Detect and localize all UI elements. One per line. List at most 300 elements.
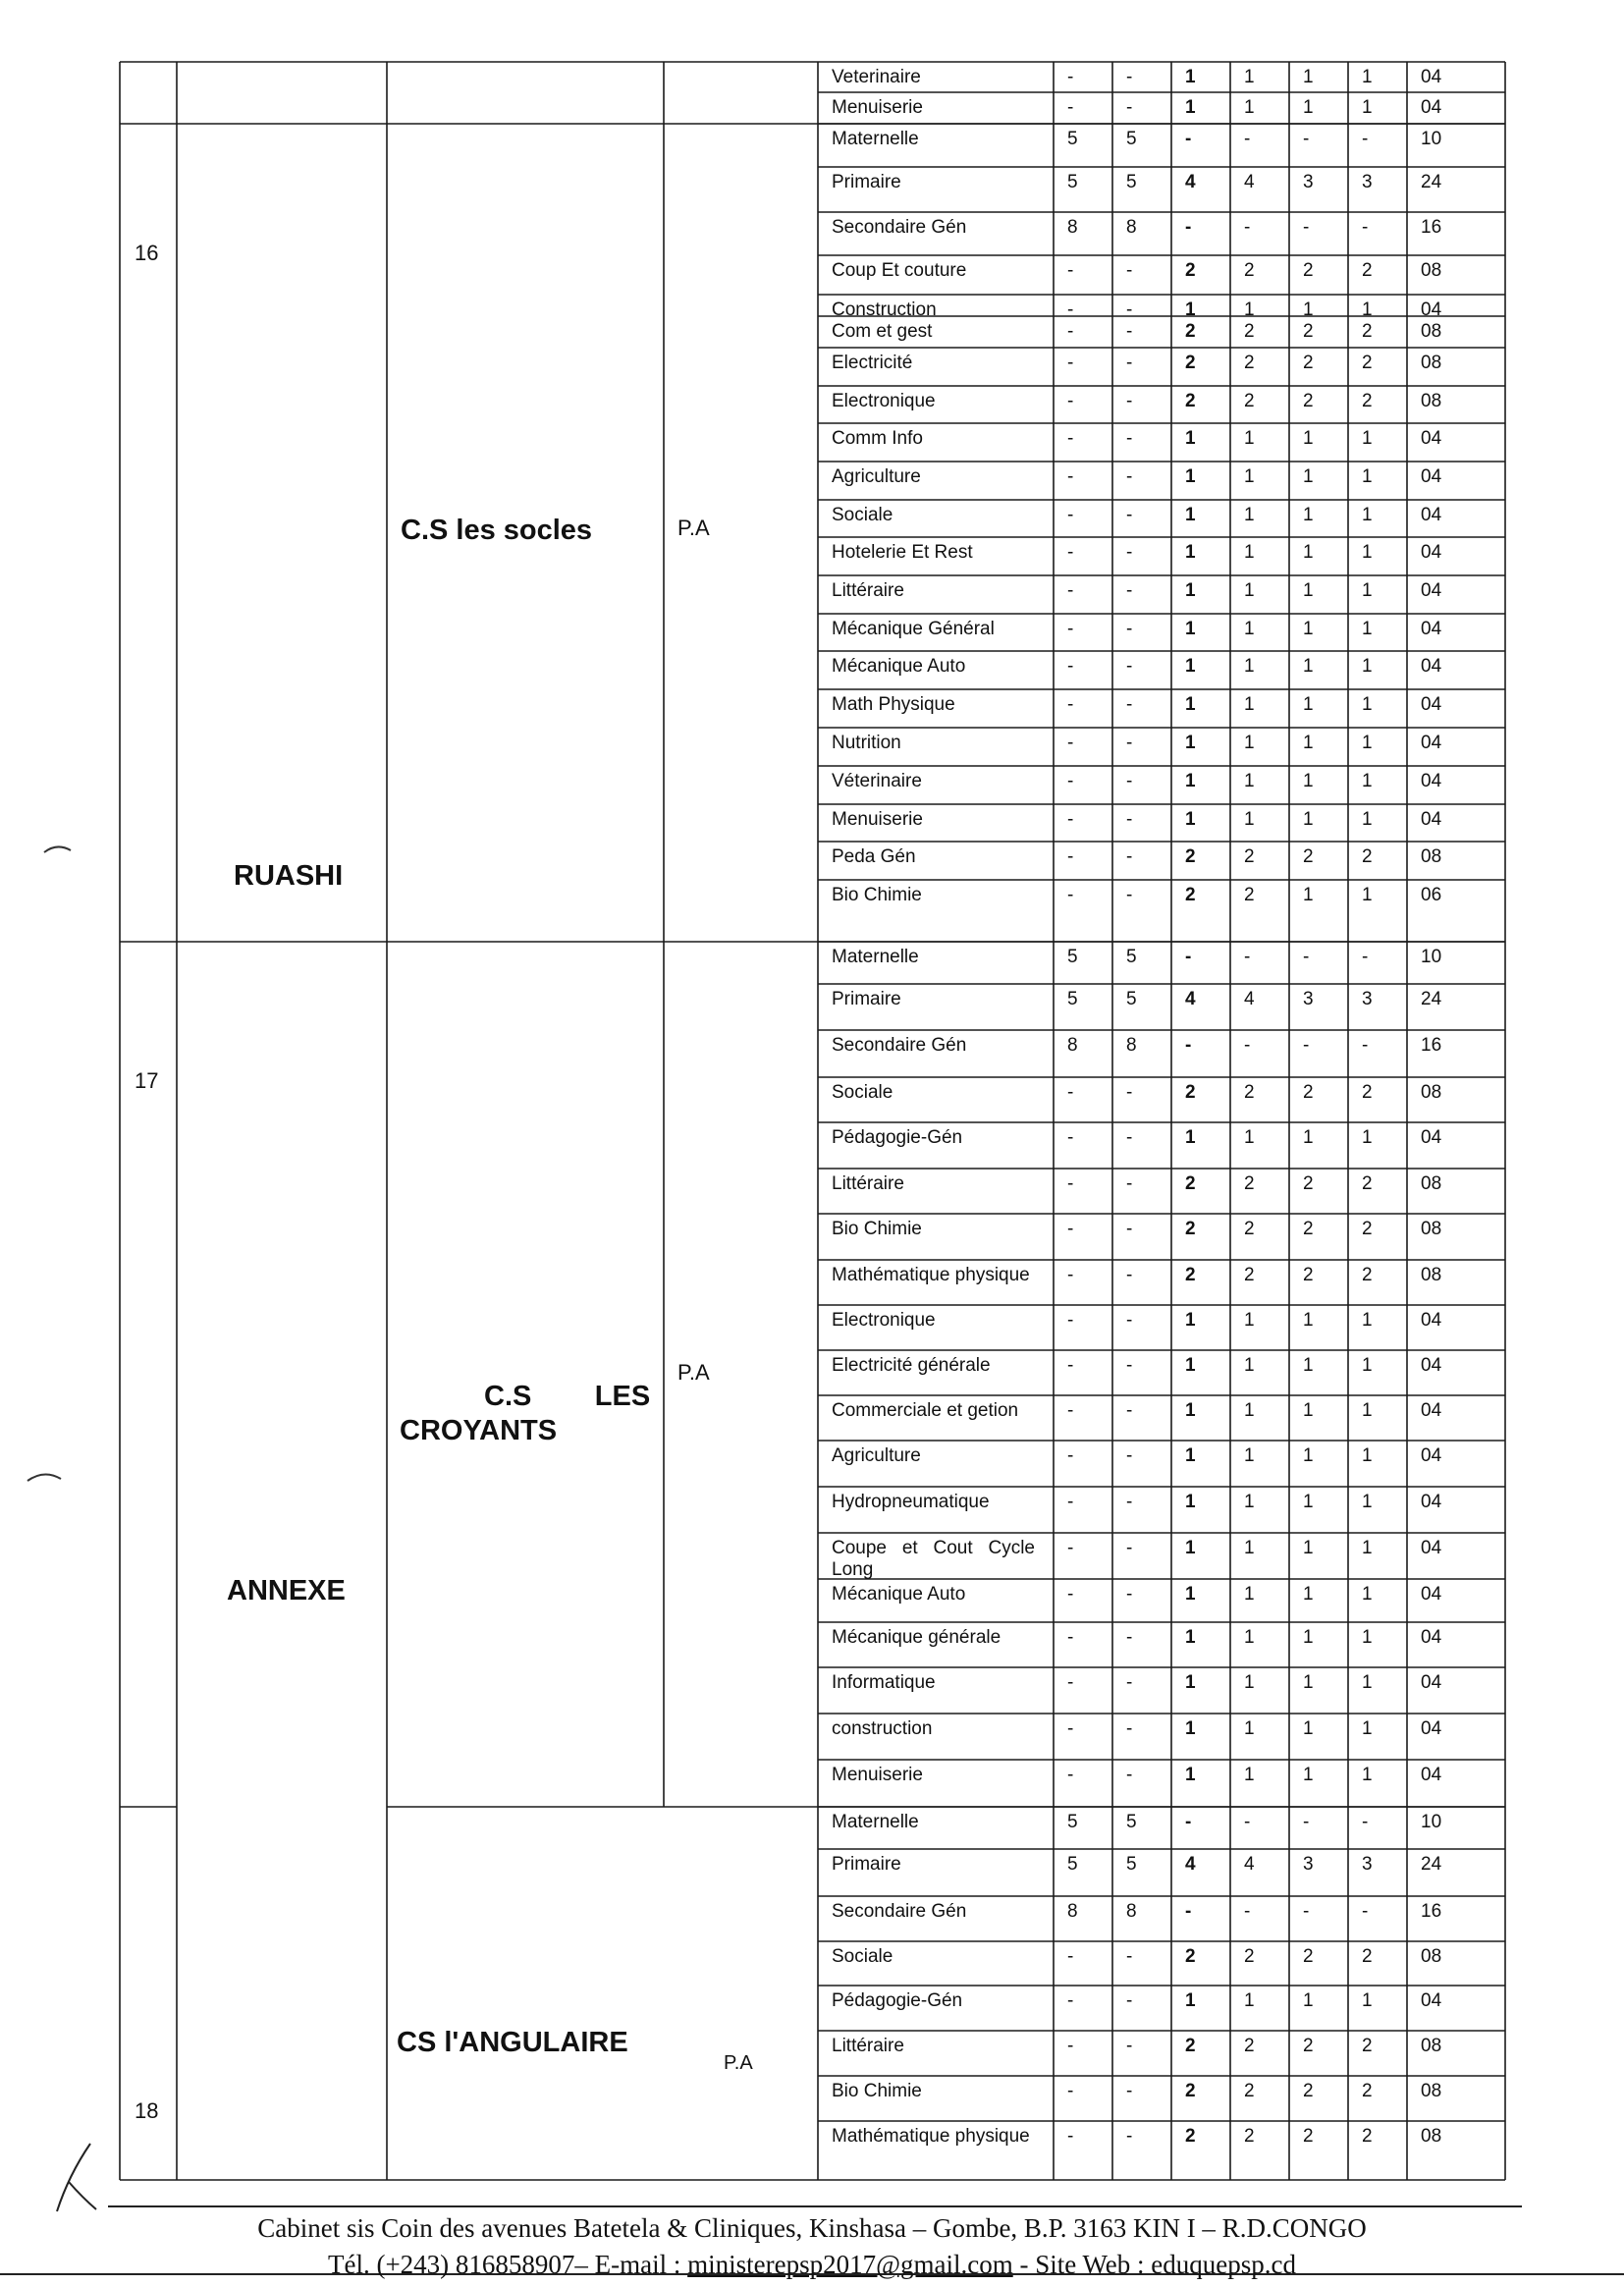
total-cell: 08 <box>1421 391 1442 411</box>
count-cell: - <box>1067 809 1074 830</box>
total-cell: 04 <box>1421 694 1442 715</box>
discipline-label: Bio Chimie <box>832 1219 922 1239</box>
count-cell: 5 <box>1126 1854 1137 1875</box>
count-cell: 5 <box>1126 989 1137 1009</box>
count-cell: - <box>1185 1035 1192 1056</box>
count-cell: 1 <box>1244 299 1255 320</box>
count-cell: 1 <box>1185 542 1196 563</box>
count-cell: 3 <box>1303 172 1314 192</box>
discipline-label: Menuiserie <box>832 809 923 830</box>
total-cell: 08 <box>1421 1946 1442 1967</box>
count-cell: - <box>1303 217 1310 238</box>
count-cell: - <box>1067 1355 1074 1376</box>
discipline-label: Menuiserie <box>832 97 923 118</box>
count-cell: 4 <box>1185 989 1196 1009</box>
count-cell: 1 <box>1362 428 1373 449</box>
count-cell: 1 <box>1362 67 1373 87</box>
count-cell: 4 <box>1244 989 1255 1009</box>
count-cell: - <box>1185 1812 1192 1832</box>
count-cell: 2 <box>1303 1265 1314 1285</box>
count-cell: - <box>1244 947 1251 967</box>
count-cell: 1 <box>1362 1310 1373 1331</box>
count-cell: 1 <box>1362 1627 1373 1648</box>
discipline-label: Sociale <box>832 1946 893 1967</box>
count-cell: - <box>1067 694 1074 715</box>
count-cell: 2 <box>1244 1946 1255 1967</box>
count-cell: 1 <box>1303 580 1314 601</box>
discipline-label: Hotelerie Et Rest <box>832 542 973 563</box>
count-cell: 1 <box>1362 580 1373 601</box>
count-cell: 2 <box>1362 391 1373 411</box>
count-cell: 1 <box>1244 97 1255 118</box>
count-cell: 2 <box>1185 2126 1196 2147</box>
count-cell: - <box>1126 1445 1133 1466</box>
count-cell: - <box>1067 1310 1074 1331</box>
count-cell: - <box>1126 619 1133 639</box>
discipline-label: Electricité générale <box>832 1355 991 1376</box>
school-name-les-socles: C.S les socles <box>401 515 593 546</box>
count-cell: 1 <box>1244 694 1255 715</box>
discipline-label: Electricité <box>832 353 913 373</box>
count-cell: - <box>1126 542 1133 563</box>
count-cell: 2 <box>1362 321 1373 342</box>
count-cell: 2 <box>1244 391 1255 411</box>
count-cell: - <box>1303 1035 1310 1056</box>
count-cell: - <box>1067 1584 1074 1605</box>
count-cell: - <box>1067 2081 1074 2101</box>
discipline-label: Coupe et Cout Cycle Long <box>832 1538 1035 1580</box>
count-cell: 1 <box>1362 1584 1373 1605</box>
count-cell: 1 <box>1362 1765 1373 1785</box>
count-cell: - <box>1126 353 1133 373</box>
count-cell: - <box>1126 391 1133 411</box>
count-cell: - <box>1067 260 1074 281</box>
count-cell: - <box>1067 1672 1074 1693</box>
discipline-label: Informatique <box>832 1672 936 1693</box>
count-cell: - <box>1126 505 1133 525</box>
total-cell: 04 <box>1421 1400 1442 1421</box>
discipline-label: Coup Et couture <box>832 260 967 281</box>
count-cell: 1 <box>1362 1492 1373 1512</box>
count-cell: - <box>1244 1812 1251 1832</box>
total-cell: 04 <box>1421 67 1442 87</box>
count-cell: 1 <box>1303 1400 1314 1421</box>
total-cell: 04 <box>1421 1538 1442 1558</box>
total-cell: 08 <box>1421 1219 1442 1239</box>
count-cell: - <box>1126 2081 1133 2101</box>
count-cell: - <box>1067 656 1074 677</box>
footer-site-label: - Site Web : <box>1012 2250 1152 2279</box>
count-cell: 1 <box>1185 1627 1196 1648</box>
count-cell: - <box>1126 809 1133 830</box>
count-cell: - <box>1067 846 1074 867</box>
count-cell: 1 <box>1303 1310 1314 1331</box>
discipline-label: Véterinaire <box>832 771 922 791</box>
count-cell: 1 <box>1185 1127 1196 1148</box>
count-cell: 1 <box>1185 619 1196 639</box>
count-cell: - <box>1126 2036 1133 2056</box>
count-cell: - <box>1303 947 1310 967</box>
count-cell: 1 <box>1185 694 1196 715</box>
total-cell: 04 <box>1421 1127 1442 1148</box>
count-cell: - <box>1067 1127 1074 1148</box>
total-cell: 04 <box>1421 1310 1442 1331</box>
count-cell: 1 <box>1303 1445 1314 1466</box>
count-cell: 1 <box>1185 1355 1196 1376</box>
count-cell: 2 <box>1362 1219 1373 1239</box>
footer-contact <box>0 2249 1624 2280</box>
total-cell: 10 <box>1421 129 1442 149</box>
count-cell: - <box>1067 771 1074 791</box>
discipline-label: Littéraire <box>832 1173 904 1194</box>
count-cell: 1 <box>1244 619 1255 639</box>
count-cell: 2 <box>1244 321 1255 342</box>
count-cell: 2 <box>1185 353 1196 373</box>
count-cell: 1 <box>1303 1990 1314 2011</box>
total-cell: 04 <box>1421 466 1442 487</box>
count-cell: 1 <box>1244 505 1255 525</box>
count-cell: - <box>1126 1718 1133 1739</box>
count-cell: 5 <box>1067 172 1078 192</box>
count-cell: - <box>1362 1901 1369 1922</box>
footer-phone: Tél. (+243) 816858907– E-mail : <box>327 2250 688 2279</box>
count-cell: 5 <box>1067 1812 1078 1832</box>
count-cell: - <box>1362 217 1369 238</box>
count-cell: 1 <box>1362 97 1373 118</box>
total-cell: 24 <box>1421 989 1442 1009</box>
count-cell: - <box>1067 619 1074 639</box>
count-cell: - <box>1126 67 1133 87</box>
count-cell: - <box>1067 1445 1074 1466</box>
count-cell: - <box>1067 1990 1074 2011</box>
count-cell: 1 <box>1303 67 1314 87</box>
total-cell: 04 <box>1421 428 1442 449</box>
count-cell: - <box>1362 1035 1369 1056</box>
count-cell: 2 <box>1303 321 1314 342</box>
count-cell: - <box>1126 1400 1133 1421</box>
discipline-label: Primaire <box>832 989 901 1009</box>
total-cell: 04 <box>1421 1718 1442 1739</box>
count-cell: 1 <box>1244 1127 1255 1148</box>
discipline-label: Sociale <box>832 1082 893 1103</box>
count-cell: 2 <box>1244 2081 1255 2101</box>
total-cell: 08 <box>1421 2036 1442 2056</box>
count-cell: 1 <box>1185 299 1196 320</box>
count-cell: 2 <box>1303 846 1314 867</box>
count-cell: 3 <box>1303 1854 1314 1875</box>
count-cell: - <box>1067 1173 1074 1194</box>
count-cell: - <box>1067 67 1074 87</box>
total-cell: 04 <box>1421 505 1442 525</box>
count-cell: 1 <box>1244 733 1255 753</box>
count-cell: - <box>1067 299 1074 320</box>
count-cell: - <box>1067 321 1074 342</box>
count-cell: - <box>1126 1310 1133 1331</box>
count-cell: 5 <box>1067 947 1078 967</box>
count-cell: 2 <box>1244 1173 1255 1194</box>
school-name-angulaire: CS l'ANGULAIRE <box>397 2027 628 2058</box>
total-cell: 24 <box>1421 1854 1442 1875</box>
total-cell: 08 <box>1421 353 1442 373</box>
count-cell: 2 <box>1362 2036 1373 2056</box>
discipline-label: Commerciale et getion <box>832 1400 1019 1421</box>
count-cell: - <box>1067 1627 1074 1648</box>
count-cell: 1 <box>1185 1492 1196 1512</box>
count-cell: 2 <box>1244 1082 1255 1103</box>
count-cell: - <box>1067 733 1074 753</box>
count-cell: 2 <box>1244 2126 1255 2147</box>
count-cell: - <box>1067 466 1074 487</box>
count-cell: 1 <box>1362 505 1373 525</box>
count-cell: 1 <box>1303 656 1314 677</box>
count-cell: 2 <box>1185 1219 1196 1239</box>
count-cell: 4 <box>1244 1854 1255 1875</box>
count-cell: 1 <box>1303 1584 1314 1605</box>
count-cell: - <box>1126 1672 1133 1693</box>
count-cell: - <box>1067 1718 1074 1739</box>
total-cell: 04 <box>1421 733 1442 753</box>
total-cell: 04 <box>1421 299 1442 320</box>
count-cell: 1 <box>1362 466 1373 487</box>
count-cell: 2 <box>1185 321 1196 342</box>
count-cell: 1 <box>1362 542 1373 563</box>
discipline-label: Sociale <box>832 505 893 525</box>
count-cell: - <box>1185 947 1192 967</box>
row-number-16: 16 <box>135 241 159 265</box>
school-name-les-croyants-line2: CROYANTS <box>400 1415 558 1446</box>
discipline-label: Electronique <box>832 1310 936 1331</box>
count-cell: 2 <box>1362 846 1373 867</box>
total-cell: 04 <box>1421 580 1442 601</box>
count-cell: 2 <box>1303 1946 1314 1967</box>
count-cell: - <box>1067 2126 1074 2147</box>
discipline-label: Primaire <box>832 172 901 192</box>
total-cell: 04 <box>1421 809 1442 830</box>
count-cell: 1 <box>1244 1584 1255 1605</box>
count-cell: - <box>1303 129 1310 149</box>
count-cell: - <box>1244 217 1251 238</box>
count-cell: 2 <box>1244 885 1255 905</box>
count-cell: - <box>1126 1538 1133 1558</box>
count-cell: - <box>1067 1492 1074 1512</box>
count-cell: 1 <box>1362 809 1373 830</box>
count-cell: - <box>1067 428 1074 449</box>
count-cell: - <box>1303 1812 1310 1832</box>
count-cell: - <box>1362 947 1369 967</box>
count-cell: 1 <box>1185 428 1196 449</box>
count-cell: 1 <box>1362 885 1373 905</box>
footer-site: eduquepsp.cd <box>1151 2250 1297 2279</box>
count-cell: 1 <box>1185 97 1196 118</box>
count-cell: - <box>1067 1265 1074 1285</box>
discipline-label: Construction <box>832 299 937 320</box>
discipline-label: Maternelle <box>832 129 919 149</box>
total-cell: 04 <box>1421 771 1442 791</box>
total-cell: 04 <box>1421 656 1442 677</box>
count-cell: 3 <box>1362 172 1373 192</box>
count-cell: 5 <box>1067 989 1078 1009</box>
count-cell: 1 <box>1244 466 1255 487</box>
discipline-label: Maternelle <box>832 947 919 967</box>
count-cell: - <box>1067 391 1074 411</box>
discipline-label: Secondaire Gén <box>832 217 967 238</box>
count-cell: - <box>1126 260 1133 281</box>
count-cell: - <box>1126 299 1133 320</box>
count-cell: 8 <box>1126 1035 1137 1056</box>
count-cell: 1 <box>1303 1672 1314 1693</box>
count-cell: 1 <box>1185 505 1196 525</box>
count-cell: 1 <box>1362 1127 1373 1148</box>
discipline-label: Secondaire Gén <box>832 1901 967 1922</box>
count-cell: 2 <box>1362 353 1373 373</box>
count-cell: 1 <box>1185 580 1196 601</box>
count-cell: 2 <box>1303 1082 1314 1103</box>
commune-ruashi: RUASHI <box>234 860 344 892</box>
count-cell: 1 <box>1362 656 1373 677</box>
count-cell: - <box>1067 885 1074 905</box>
count-cell: - <box>1303 1901 1310 1922</box>
count-cell: - <box>1126 694 1133 715</box>
discipline-label: Littéraire <box>832 580 904 601</box>
count-cell: - <box>1126 1492 1133 1512</box>
total-cell: 08 <box>1421 846 1442 867</box>
count-cell: 2 <box>1185 1173 1196 1194</box>
discipline-label: Math Physique <box>832 694 955 715</box>
count-cell: 5 <box>1126 129 1137 149</box>
count-cell: 2 <box>1303 1173 1314 1194</box>
count-cell: 1 <box>1244 1765 1255 1785</box>
count-cell: - <box>1126 580 1133 601</box>
count-cell: 2 <box>1303 2036 1314 2056</box>
total-cell: 04 <box>1421 1627 1442 1648</box>
count-cell: - <box>1244 1901 1251 1922</box>
count-cell: 1 <box>1303 299 1314 320</box>
count-cell: - <box>1185 217 1192 238</box>
count-cell: 8 <box>1067 217 1078 238</box>
school-name-les-croyants-line1: C.S LES <box>484 1381 651 1412</box>
count-cell: - <box>1126 428 1133 449</box>
count-cell: - <box>1244 1035 1251 1056</box>
total-cell: 08 <box>1421 1173 1442 1194</box>
total-cell: 08 <box>1421 1082 1442 1103</box>
count-cell: - <box>1126 1082 1133 1103</box>
count-cell: 2 <box>1185 2081 1196 2101</box>
count-cell: 1 <box>1244 771 1255 791</box>
total-cell: 04 <box>1421 1765 1442 1785</box>
discipline-label: Pédagogie-Gén <box>832 1127 963 1148</box>
count-cell: - <box>1126 733 1133 753</box>
total-cell: 16 <box>1421 1901 1442 1922</box>
count-cell: 2 <box>1185 260 1196 281</box>
discipline-label: Agriculture <box>832 466 921 487</box>
count-cell: 1 <box>1303 771 1314 791</box>
count-cell: 2 <box>1362 260 1373 281</box>
count-cell: 3 <box>1362 1854 1373 1875</box>
count-cell: - <box>1126 1219 1133 1239</box>
count-cell: - <box>1126 1627 1133 1648</box>
count-cell: - <box>1067 1400 1074 1421</box>
count-cell: 1 <box>1185 656 1196 677</box>
count-cell: 1 <box>1362 1718 1373 1739</box>
count-cell: 1 <box>1244 656 1255 677</box>
count-cell: 2 <box>1303 2126 1314 2147</box>
total-cell: 16 <box>1421 217 1442 238</box>
total-cell: 08 <box>1421 260 1442 281</box>
count-cell: - <box>1067 1082 1074 1103</box>
count-cell: 1 <box>1244 1538 1255 1558</box>
discipline-label: Comm Info <box>832 428 923 449</box>
count-cell: 8 <box>1126 217 1137 238</box>
count-cell: 1 <box>1185 1400 1196 1421</box>
count-cell: 1 <box>1362 619 1373 639</box>
count-cell: 2 <box>1244 1265 1255 1285</box>
count-cell: - <box>1126 97 1133 118</box>
total-cell: 10 <box>1421 1812 1442 1832</box>
count-cell: 2 <box>1362 1082 1373 1103</box>
count-cell: 1 <box>1303 542 1314 563</box>
count-cell: 2 <box>1303 260 1314 281</box>
count-cell: 1 <box>1303 1355 1314 1376</box>
count-cell: 1 <box>1244 542 1255 563</box>
count-cell: 1 <box>1244 67 1255 87</box>
count-cell: 3 <box>1362 989 1373 1009</box>
count-cell: 1 <box>1244 809 1255 830</box>
footer-email-link[interactable]: ministerepsp2017@gmail.com <box>687 2250 1013 2279</box>
count-cell: 1 <box>1303 1627 1314 1648</box>
total-cell: 08 <box>1421 321 1442 342</box>
count-cell: 2 <box>1244 2036 1255 2056</box>
discipline-label: Maternelle <box>832 1812 919 1832</box>
count-cell: 1 <box>1244 1355 1255 1376</box>
total-cell: 04 <box>1421 1584 1442 1605</box>
total-cell: 04 <box>1421 1672 1442 1693</box>
total-cell: 16 <box>1421 1035 1442 1056</box>
discipline-label: Mécanique Général <box>832 619 995 639</box>
count-cell: 1 <box>1244 580 1255 601</box>
count-cell: - <box>1067 542 1074 563</box>
count-cell: - <box>1126 2126 1133 2147</box>
count-cell: - <box>1067 505 1074 525</box>
footer-address: Cabinet sis Coin des avenues Batetela & Cliniques, Kinshasa – Gombe, B.P. 3163 KIN I – R.D.CONGO <box>257 2213 1367 2243</box>
total-cell: 10 <box>1421 947 1442 967</box>
count-cell: - <box>1067 97 1074 118</box>
count-cell: 2 <box>1362 1946 1373 1967</box>
count-cell: 5 <box>1067 1854 1078 1875</box>
total-cell: 04 <box>1421 619 1442 639</box>
total-cell: 04 <box>1421 97 1442 118</box>
total-cell: 08 <box>1421 2081 1442 2101</box>
count-cell: 2 <box>1185 391 1196 411</box>
count-cell: 2 <box>1303 2081 1314 2101</box>
count-cell: 1 <box>1362 694 1373 715</box>
count-cell: 5 <box>1126 172 1137 192</box>
count-cell: - <box>1126 466 1133 487</box>
count-cell: 3 <box>1303 989 1314 1009</box>
count-cell: 1 <box>1185 1310 1196 1331</box>
count-cell: 1 <box>1362 1355 1373 1376</box>
count-cell: - <box>1126 1584 1133 1605</box>
count-cell: 1 <box>1362 1445 1373 1466</box>
count-cell: 4 <box>1185 1854 1196 1875</box>
count-cell: - <box>1067 1946 1074 1967</box>
count-cell: - <box>1126 846 1133 867</box>
count-cell: 8 <box>1067 1035 1078 1056</box>
count-cell: 4 <box>1244 172 1255 192</box>
count-cell: 1 <box>1185 1672 1196 1693</box>
count-cell: 1 <box>1185 1990 1196 2011</box>
discipline-label: Littéraire <box>832 2036 904 2056</box>
regime-angulaire: P.A <box>724 2052 753 2074</box>
